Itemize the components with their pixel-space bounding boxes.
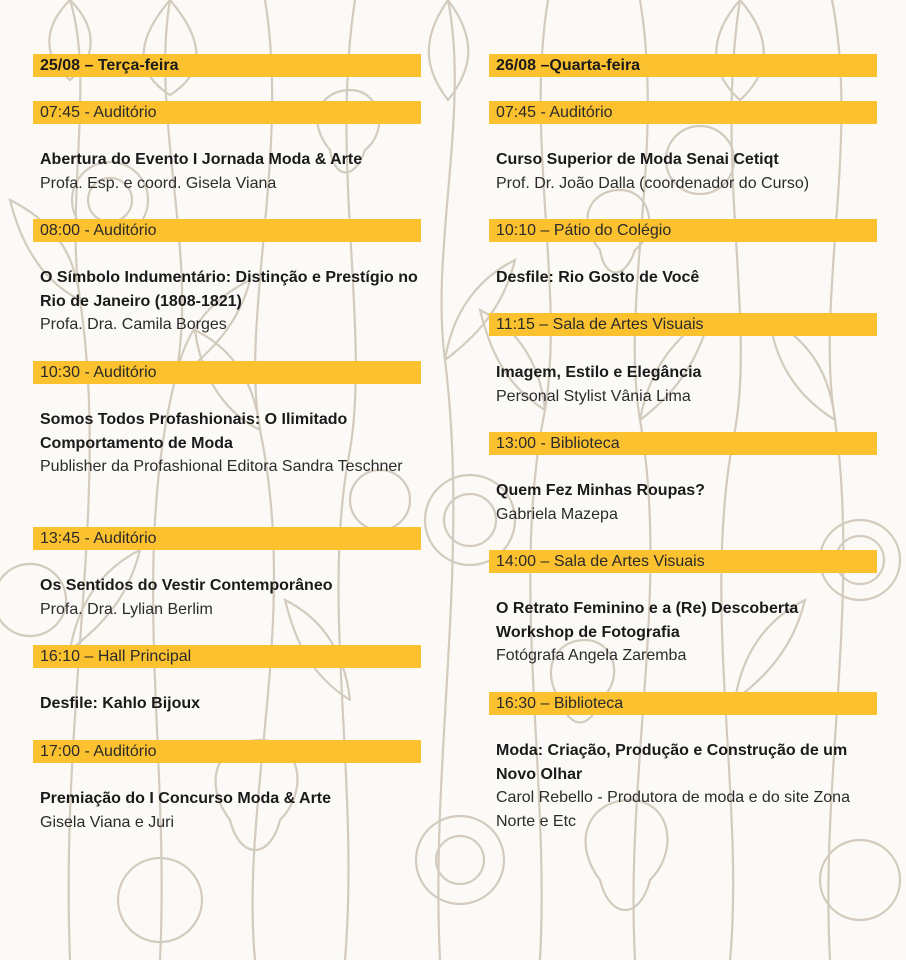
session-time: 14:00 – Sala de Artes Visuais [489, 550, 877, 573]
session-speaker: Fotógrafa Angela Zaremba [496, 647, 687, 665]
session-time: 16:30 – Biblioteca [489, 692, 877, 715]
session-details [496, 266, 876, 290]
session-speaker: Personal Stylist Vânia Lima [496, 387, 691, 405]
session-title: Os Sentidos do Vestir Contemporâneo [40, 577, 333, 594]
session-title: Desfile: Kahlo Bijoux [40, 695, 201, 712]
session-title: Desfile: Rio Gosto de Você [496, 269, 700, 286]
session-title: Quem Fez Minhas Roupas? [496, 482, 705, 499]
session-speaker: Gabriela Mazepa [496, 505, 618, 523]
day-header: 25/08 – Terça-feira [33, 54, 421, 77]
session-details [40, 408, 420, 479]
session-speaker: Profa. Dra. Lylian Berlim [40, 600, 213, 618]
session-time: 13:45 - Auditório [33, 527, 421, 550]
session-details [40, 148, 420, 195]
session-time: 11:15 – Sala de Artes Visuais [489, 313, 877, 336]
session-title: Curso Superior de Moda Senai Cetiqt [496, 151, 779, 168]
session-speaker: Profa. Esp. e coord. Gisela Viana [40, 174, 277, 192]
session-title: Premiação do I Concurso Moda & Arte [40, 790, 332, 807]
day-header: 26/08 –Quarta-feira [489, 54, 877, 77]
session-details [40, 574, 420, 621]
session-title: O Retrato Feminino e a (Re) Descoberta Workshop de Fotografia [496, 600, 799, 641]
session-details [496, 479, 876, 526]
session-time: 07:45 - Auditório [489, 101, 877, 124]
session-details [40, 787, 420, 834]
session-details [40, 266, 420, 337]
session-details [496, 148, 876, 195]
session-title: Imagem, Estilo e Elegância [496, 364, 702, 381]
session-details [496, 597, 876, 668]
session-time: 16:10 – Hall Principal [33, 645, 421, 668]
session-time: 10:30 - Auditório [33, 361, 421, 384]
session-details [496, 361, 876, 408]
session-time: 08:00 - Auditório [33, 219, 421, 242]
session-speaker: Carol Rebello - Produtora de moda e do site Zona Norte e Etc [496, 789, 850, 830]
session-speaker: Gisela Viana e Juri [40, 813, 174, 831]
session-time: 07:45 - Auditório [33, 101, 421, 124]
session-speaker: Prof. Dr. João Dalla (coordenador do Curso) [496, 174, 810, 192]
session-speaker: Publisher da Profashional Editora Sandra Teschner [40, 458, 403, 476]
session-title: O Símbolo Indumentário: Distinção e Prestígio no Rio de Janeiro (1808-1821) [40, 269, 418, 310]
session-speaker: Profa. Dra. Camila Borges [40, 316, 227, 334]
session-time: 17:00 - Auditório [33, 740, 421, 763]
session-title: Abertura do Evento I Jornada Moda & Arte [40, 151, 363, 168]
session-title: Somos Todos Profashionais: O Ilimitado Comportamento de Moda [40, 411, 348, 452]
session-time: 13:00 - Biblioteca [489, 432, 877, 455]
session-details [40, 692, 420, 716]
session-title: Moda: Criação, Produção e Construção de um Novo Olhar [496, 742, 848, 783]
session-time: 10:10 – Pátio do Colégio [489, 219, 877, 242]
session-details [496, 739, 876, 833]
